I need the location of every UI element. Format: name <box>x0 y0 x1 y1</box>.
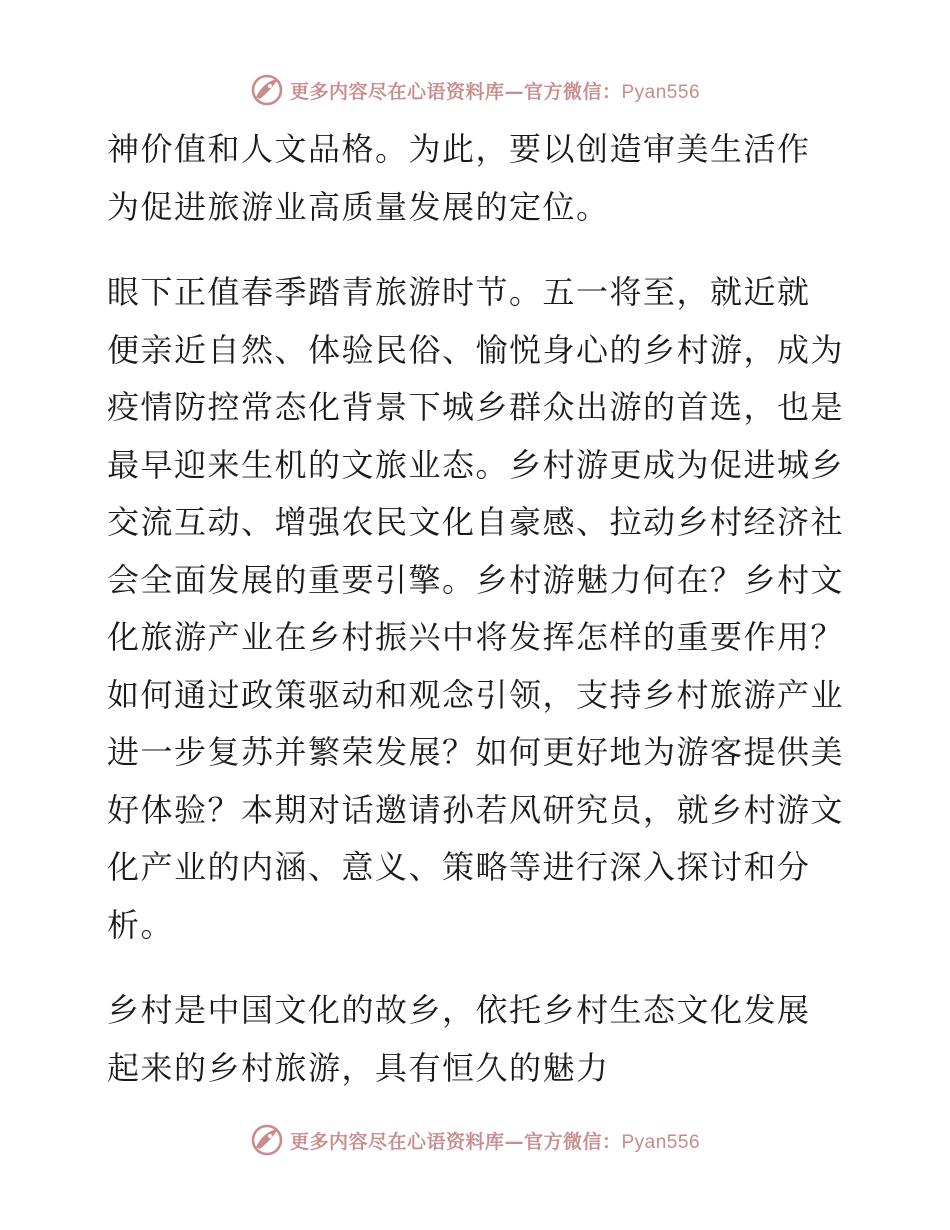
watermark-wechat-id: Pyan556 <box>621 81 701 103</box>
text-line: 化产业的内涵、意义、策略等进行深入探讨和分 <box>107 848 811 886</box>
text-line: 起来的乡村旅游，具有恒久的魅力 <box>107 1048 610 1087</box>
text-line: 疫情防控常态化背景下城乡群众出游的首选，也是 <box>107 388 845 426</box>
paragraph <box>97 121 857 236</box>
paragraph <box>97 264 857 954</box>
text-line: 进一步复苏并繁荣发展？如何更好地为游客提供美 <box>107 733 845 771</box>
watermark-wechat-id: Pyan556 <box>621 1131 701 1153</box>
text-line: 便亲近自然、体验民俗、愉悦身心的乡村游，成为 <box>107 330 845 369</box>
watermark-text: 更多内容尽在心语资料库—官方微信：Pyan556 <box>289 80 701 103</box>
text-line: 化旅游产业在乡村振兴中将发挥怎样的重要作用？ <box>107 618 845 656</box>
text-line: 乡村是中国文化的故乡，依托乡村生态文化发展 <box>107 991 811 1029</box>
watermark-text: 更多内容尽在心语资料库—官方微信：Pyan556 <box>289 1130 701 1153</box>
pen-nib-seal-icon <box>250 1123 284 1157</box>
document-body <box>97 121 857 1125</box>
text-line: 好体验？本期对话邀请孙若风研究员，就乡村游文 <box>107 790 845 829</box>
text-line: 最早迎来生机的文旅业态。乡村游更成为促进城乡 <box>107 445 845 484</box>
text-line: 会全面发展的重要引擎。乡村游魅力何在？乡村文 <box>107 560 845 599</box>
text-line: 神价值和人文品格。为此，要以创造审美生活作 <box>107 130 811 168</box>
header-watermark <box>0 70 950 110</box>
text-line: 析。 <box>107 905 175 944</box>
text-line: 如何通过政策驱动和观念引领，支持乡村旅游产业 <box>107 675 845 714</box>
text-line: 眼下正值春季踏青旅游时节。五一将至，就近就 <box>107 273 811 311</box>
paragraph <box>97 982 857 1097</box>
footer-watermark <box>0 1120 950 1160</box>
pen-nib-seal-icon <box>250 73 284 107</box>
text-line: 为促进旅游业高质量发展的定位。 <box>107 187 610 226</box>
text-line: 交流互动、增强农民文化自豪感、拉动乡村经济社 <box>107 503 845 541</box>
